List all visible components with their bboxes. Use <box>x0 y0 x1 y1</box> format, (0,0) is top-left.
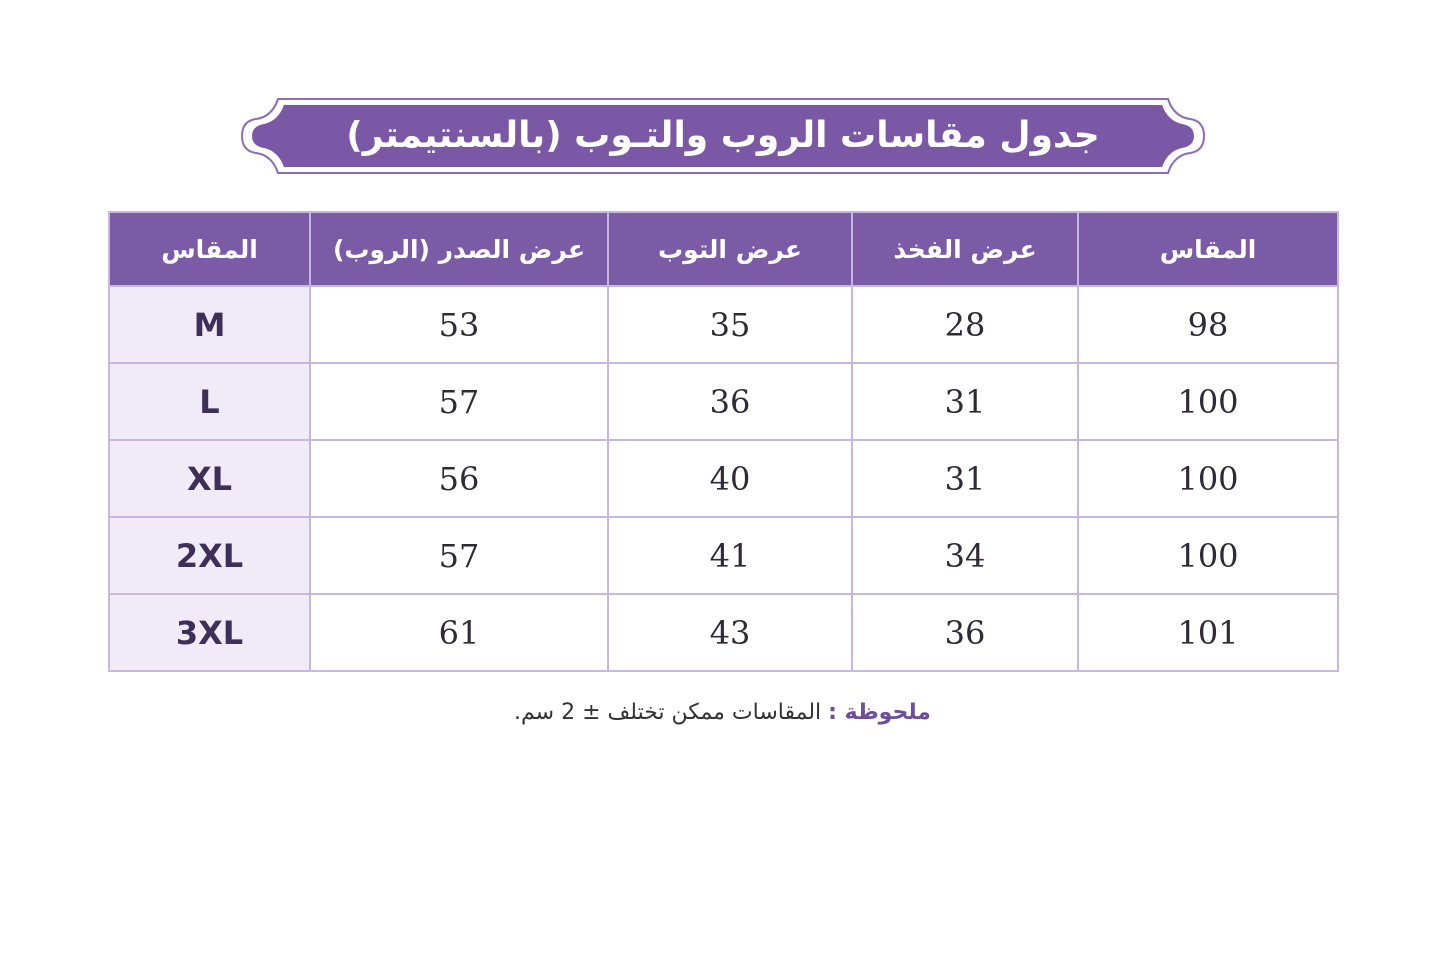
thigh-cell: 34 <box>852 517 1078 594</box>
top-cell: 36 <box>608 363 852 440</box>
header-thigh-width: عرض الفخذ <box>852 212 1078 286</box>
size-chart-table <box>108 211 1339 672</box>
length-cell: 101 <box>1078 594 1338 671</box>
table-header-row <box>109 212 1338 286</box>
length-cell: 98 <box>1078 286 1338 363</box>
table-row <box>109 286 1338 363</box>
chest-cell: 53 <box>310 286 608 363</box>
length-cell: 100 <box>1078 517 1338 594</box>
top-cell: 35 <box>608 286 852 363</box>
note-label: ملحوظة : <box>828 700 931 725</box>
thigh-cell: 31 <box>852 363 1078 440</box>
size-cell: M <box>109 286 310 363</box>
size-cell: XL <box>109 440 310 517</box>
length-cell: 100 <box>1078 363 1338 440</box>
top-cell: 43 <box>608 594 852 671</box>
note-text: المقاسات ممكن تختلف ± 2 سم. <box>514 700 822 725</box>
header-size: المقاس <box>109 212 310 286</box>
table-row <box>109 594 1338 671</box>
size-cell: 2XL <box>109 517 310 594</box>
header-length: المقاس <box>1078 212 1338 286</box>
top-cell: 40 <box>608 440 852 517</box>
chest-cell: 61 <box>310 594 608 671</box>
chest-cell: 57 <box>310 363 608 440</box>
thigh-cell: 28 <box>852 286 1078 363</box>
header-top-width: عرض التوب <box>608 212 852 286</box>
length-cell: 100 <box>1078 440 1338 517</box>
table-row <box>109 440 1338 517</box>
chest-cell: 56 <box>310 440 608 517</box>
chest-cell: 57 <box>310 517 608 594</box>
header-chest-width: عرض الصدر (الروب) <box>310 212 608 286</box>
size-note <box>300 700 1145 725</box>
table-row <box>109 363 1338 440</box>
title-banner <box>238 95 1208 177</box>
thigh-cell: 36 <box>852 594 1078 671</box>
top-cell: 41 <box>608 517 852 594</box>
page-title: جدول مقاسات الروب والتـوب (بالسنتيمتر) <box>346 115 1100 156</box>
size-cell: L <box>109 363 310 440</box>
table-row <box>109 517 1338 594</box>
thigh-cell: 31 <box>852 440 1078 517</box>
size-cell: 3XL <box>109 594 310 671</box>
